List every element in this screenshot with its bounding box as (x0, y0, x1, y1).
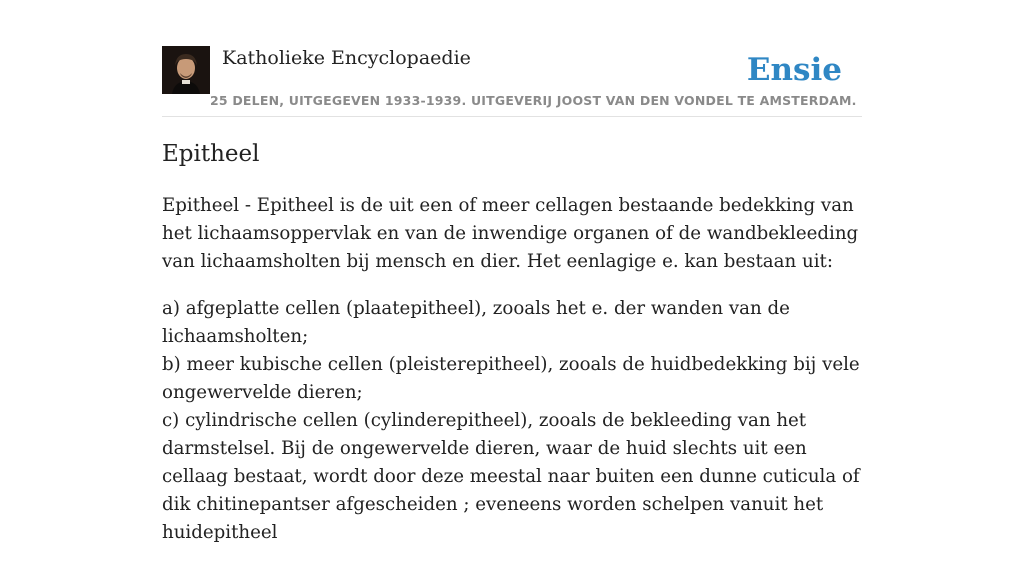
article-list-paragraph (162, 295, 867, 547)
article-title: Epitheel (162, 141, 260, 167)
brand-logo-link[interactable]: Ensie (746, 52, 842, 88)
header (162, 46, 862, 117)
author-portrait-avatar (162, 46, 210, 94)
list-item-c: c) cylindrische cellen (cylinderepitheel), zooals de bekleeding van het darmstelsel. Bij de ongewervelde dieren, waar de huid slechts uit een cellaag bestaat, wordt door deze meestal naar buiten een dunne cuticula of dik chitinepantser afgescheiden ; eveneens worden schelpen vanuit het huidepitheel (162, 410, 860, 543)
list-item-b: b) meer kubische cellen (pleisterepitheel), zooals de huidbedekking bij vele ongewervelde dieren; (162, 354, 860, 403)
site-title[interactable]: Katholieke Encyclopaedie (222, 47, 471, 69)
article-body (162, 192, 867, 566)
site-subtitle: 25 DELEN, UITGEGEVEN 1933-1939. UITGEVERIJ JOOST VAN DEN VONDEL TE AMSTERDAM. (210, 93, 857, 108)
article-intro-paragraph: Epitheel - Epitheel is de uit een of meer cellagen bestaande bedekking van het lichaamsoppervlak en van de inwendige organen of de wandbekleeding van lichaamsholten bij mensch en dier. Het eenlagige e. kan bestaan uit: (162, 195, 859, 272)
list-item-a: a) afgeplatte cellen (plaatepitheel), zooals het e. der wanden van de lichaamsholten; (162, 298, 790, 347)
